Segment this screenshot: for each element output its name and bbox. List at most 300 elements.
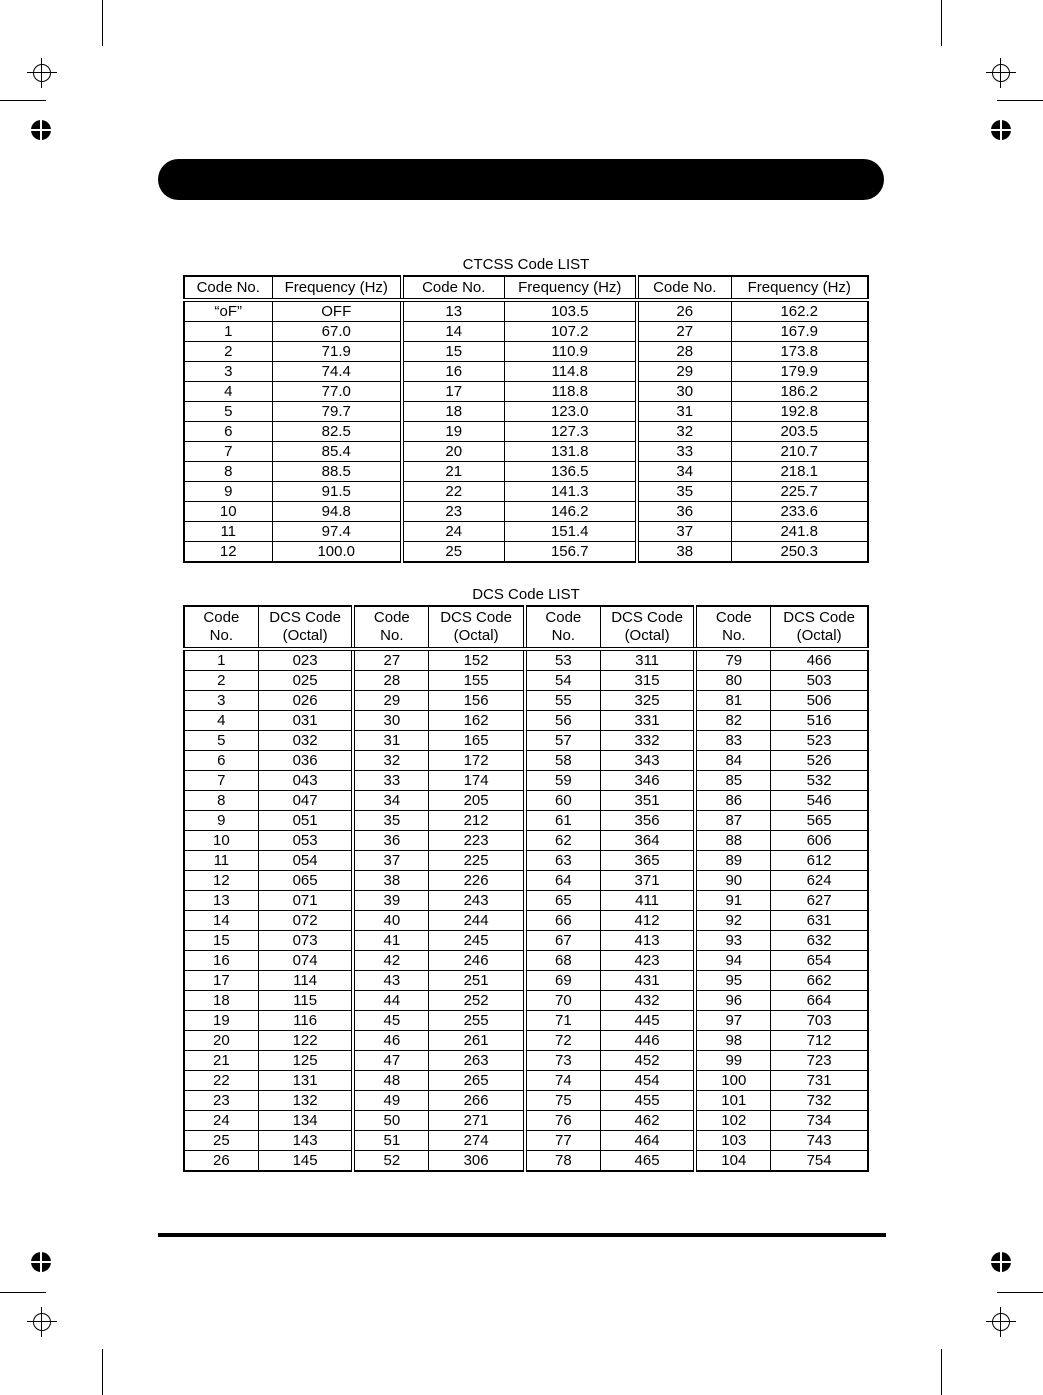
table-row — [184, 482, 868, 502]
table-cell: 57 — [525, 731, 600, 751]
table-row — [184, 422, 868, 442]
table-cell: 67.0 — [272, 322, 402, 342]
table-cell: 88 — [695, 831, 770, 851]
table-cell: 38 — [637, 542, 731, 563]
table-cell: 72 — [525, 1031, 600, 1051]
table-row — [184, 342, 868, 362]
table-cell: 306 — [429, 1151, 525, 1172]
dcs-header-cell — [258, 606, 353, 649]
table-cell: 33 — [637, 442, 731, 462]
registration-dot-icon — [991, 1252, 1011, 1272]
table-cell: 86 — [695, 791, 770, 811]
table-cell: 80 — [695, 671, 770, 691]
table-cell: 136.5 — [504, 462, 637, 482]
ctcss-header-cell: Code No. — [184, 276, 272, 300]
table-cell: 703 — [771, 1011, 868, 1031]
table-cell: 22 — [184, 1071, 258, 1091]
table-cell: 82.5 — [272, 422, 402, 442]
table-row — [184, 442, 868, 462]
table-row — [184, 691, 868, 711]
table-cell: 74 — [525, 1071, 600, 1091]
table-cell: 173.8 — [731, 342, 868, 362]
table-cell: 023 — [258, 649, 353, 671]
table-cell: 79.7 — [272, 402, 402, 422]
table-cell: 34 — [353, 791, 428, 811]
table-cell: 252 — [429, 991, 525, 1011]
table-cell: 10 — [184, 502, 272, 522]
dcs-table-body — [184, 649, 868, 1171]
table-cell: 31 — [637, 402, 731, 422]
table-row — [184, 1011, 868, 1031]
table-cell: 52 — [353, 1151, 428, 1172]
table-cell: 13 — [184, 891, 258, 911]
table-row — [184, 831, 868, 851]
ctcss-header-cell: Code No. — [402, 276, 504, 300]
table-cell: 21 — [184, 1051, 258, 1071]
ctcss-header-row — [184, 276, 868, 300]
table-row — [184, 811, 868, 831]
table-cell: 251 — [429, 971, 525, 991]
table-cell: 141.3 — [504, 482, 637, 502]
table-cell: 413 — [600, 931, 695, 951]
ctcss-header-cell: Frequency (Hz) — [272, 276, 402, 300]
table-cell: 114.8 — [504, 362, 637, 382]
table-cell: 1 — [184, 649, 258, 671]
table-cell: 1 — [184, 322, 272, 342]
table-cell: 25 — [184, 1131, 258, 1151]
table-cell: 12 — [184, 871, 258, 891]
table-cell: 66 — [525, 911, 600, 931]
table-cell: 38 — [353, 871, 428, 891]
dcs-header-cell — [771, 606, 868, 649]
table-cell: 61 — [525, 811, 600, 831]
table-cell: 95 — [695, 971, 770, 991]
table-cell: 27 — [637, 322, 731, 342]
table-cell: 263 — [429, 1051, 525, 1071]
dcs-header-line: Code — [715, 609, 752, 626]
table-cell: 94.8 — [272, 502, 402, 522]
table-cell: 13 — [402, 300, 504, 322]
table-cell: 051 — [258, 811, 353, 831]
table-cell: 123.0 — [504, 402, 637, 422]
table-cell: 4 — [184, 711, 258, 731]
table-cell: 506 — [771, 691, 868, 711]
table-cell: 734 — [771, 1111, 868, 1131]
ctcss-code-table — [183, 275, 869, 563]
table-cell: 612 — [771, 851, 868, 871]
table-cell: 074 — [258, 951, 353, 971]
table-cell: 46 — [353, 1031, 428, 1051]
table-cell: 18 — [402, 402, 504, 422]
table-cell: 89 — [695, 851, 770, 871]
dcs-header-cell — [525, 606, 600, 649]
table-cell: 212 — [429, 811, 525, 831]
table-cell: 167.9 — [731, 322, 868, 342]
table-row — [184, 462, 868, 482]
table-cell: 114 — [258, 971, 353, 991]
table-cell: 51 — [353, 1131, 428, 1151]
crop-mark — [0, 1292, 46, 1293]
table-cell: 445 — [600, 1011, 695, 1031]
table-cell: 523 — [771, 731, 868, 751]
table-cell: 91 — [695, 891, 770, 911]
crop-mark — [102, 0, 103, 46]
table-cell: 054 — [258, 851, 353, 871]
table-cell: 76 — [525, 1111, 600, 1131]
table-cell: 446 — [600, 1031, 695, 1051]
dcs-header-cell — [695, 606, 770, 649]
table-cell: 15 — [184, 931, 258, 951]
table-cell: 731 — [771, 1071, 868, 1091]
crop-mark — [997, 1292, 1043, 1293]
table-cell: 606 — [771, 831, 868, 851]
table-cell: 90 — [695, 871, 770, 891]
table-cell: 79 — [695, 649, 770, 671]
table-row — [184, 931, 868, 951]
table-cell: 41 — [353, 931, 428, 951]
table-row — [184, 502, 868, 522]
table-cell: 28 — [353, 671, 428, 691]
table-row — [184, 731, 868, 751]
table-cell: 67 — [525, 931, 600, 951]
table-cell: 454 — [600, 1071, 695, 1091]
table-cell: 36 — [637, 502, 731, 522]
table-cell: 21 — [402, 462, 504, 482]
table-cell: 35 — [353, 811, 428, 831]
table-cell: 073 — [258, 931, 353, 951]
dcs-code-table — [183, 605, 869, 1172]
table-cell: 315 — [600, 671, 695, 691]
table-cell: 131 — [258, 1071, 353, 1091]
table-cell: 26 — [184, 1151, 258, 1172]
registration-dot-icon — [991, 120, 1011, 140]
table-cell: 3 — [184, 691, 258, 711]
table-row — [184, 300, 868, 322]
table-cell: 32 — [353, 751, 428, 771]
table-cell: 165 — [429, 731, 525, 751]
table-cell: 8 — [184, 462, 272, 482]
table-cell: 146.2 — [504, 502, 637, 522]
table-cell: 036 — [258, 751, 353, 771]
table-cell: 77 — [525, 1131, 600, 1151]
table-cell: 026 — [258, 691, 353, 711]
table-cell: 27 — [353, 649, 428, 671]
table-cell: 455 — [600, 1091, 695, 1111]
table-cell: 225.7 — [731, 482, 868, 502]
table-cell: 71.9 — [272, 342, 402, 362]
table-cell: 69 — [525, 971, 600, 991]
table-cell: 73 — [525, 1051, 600, 1071]
table-cell: 28 — [637, 342, 731, 362]
table-cell: 122 — [258, 1031, 353, 1051]
table-cell: 92 — [695, 911, 770, 931]
table-cell: 48 — [353, 1071, 428, 1091]
table-cell: 743 — [771, 1131, 868, 1151]
crop-mark — [102, 1349, 103, 1395]
dcs-header-line: (Octal) — [282, 627, 328, 644]
table-cell: 174 — [429, 771, 525, 791]
dcs-header-line: (Octal) — [624, 627, 670, 644]
table-cell: 102 — [695, 1111, 770, 1131]
table-cell: 152 — [429, 649, 525, 671]
table-cell: 12 — [184, 542, 272, 563]
table-cell: 218.1 — [731, 462, 868, 482]
table-cell: 101 — [695, 1091, 770, 1111]
table-cell: 072 — [258, 911, 353, 931]
table-cell: 81 — [695, 691, 770, 711]
table-cell: 24 — [184, 1111, 258, 1131]
table-cell: 3 — [184, 362, 272, 382]
table-row — [184, 1151, 868, 1172]
table-cell: 025 — [258, 671, 353, 691]
table-cell: 754 — [771, 1151, 868, 1172]
table-cell: 274 — [429, 1131, 525, 1151]
table-cell: 100 — [695, 1071, 770, 1091]
table-cell: 77.0 — [272, 382, 402, 402]
table-cell: 26 — [637, 300, 731, 322]
table-cell: 432 — [600, 991, 695, 1011]
table-cell: 42 — [353, 951, 428, 971]
table-cell: 245 — [429, 931, 525, 951]
table-cell: 56 — [525, 711, 600, 731]
table-cell: 75 — [525, 1091, 600, 1111]
table-cell: 250.3 — [731, 542, 868, 563]
table-cell: 241.8 — [731, 522, 868, 542]
table-cell: 82 — [695, 711, 770, 731]
table-cell: 462 — [600, 1111, 695, 1131]
table-cell: 33 — [353, 771, 428, 791]
table-cell: 186.2 — [731, 382, 868, 402]
table-cell: 91.5 — [272, 482, 402, 502]
table-cell: 2 — [184, 671, 258, 691]
registration-crosshair-icon — [27, 58, 57, 88]
crop-mark — [0, 100, 46, 101]
table-cell: 2 — [184, 342, 272, 362]
table-cell: 36 — [353, 831, 428, 851]
table-cell: 255 — [429, 1011, 525, 1031]
table-cell: 411 — [600, 891, 695, 911]
table-cell: 466 — [771, 649, 868, 671]
ctcss-header-cell: Code No. — [637, 276, 731, 300]
crop-mark — [941, 1349, 942, 1395]
dcs-header-line: Code — [203, 609, 240, 626]
table-cell: 29 — [353, 691, 428, 711]
dcs-header-cell — [600, 606, 695, 649]
table-cell: 266 — [429, 1091, 525, 1111]
crop-mark — [997, 100, 1043, 101]
table-cell: 125 — [258, 1051, 353, 1071]
crop-mark — [941, 0, 942, 46]
table-cell: 19 — [402, 422, 504, 442]
table-cell: 053 — [258, 831, 353, 851]
table-cell: 032 — [258, 731, 353, 751]
table-cell: 192.8 — [731, 402, 868, 422]
table-row — [184, 402, 868, 422]
table-cell: 7 — [184, 442, 272, 462]
table-cell: 50 — [353, 1111, 428, 1131]
table-cell: 364 — [600, 831, 695, 851]
table-cell: 047 — [258, 791, 353, 811]
table-cell: 19 — [184, 1011, 258, 1031]
ctcss-header-cell: Frequency (Hz) — [731, 276, 868, 300]
dcs-header-line: DCS Code — [269, 609, 341, 626]
table-cell: 65 — [525, 891, 600, 911]
header-bar — [158, 159, 884, 200]
table-cell: 23 — [402, 502, 504, 522]
table-cell: 205 — [429, 791, 525, 811]
table-cell: 88.5 — [272, 462, 402, 482]
table-cell: OFF — [272, 300, 402, 322]
table-cell: 16 — [184, 951, 258, 971]
table-cell: 532 — [771, 771, 868, 791]
table-cell: 29 — [637, 362, 731, 382]
table-cell: 96 — [695, 991, 770, 1011]
dcs-header-line: No. — [380, 627, 404, 644]
table-cell: 17 — [184, 971, 258, 991]
table-cell: 11 — [184, 522, 272, 542]
registration-crosshair-icon — [986, 58, 1016, 88]
table-cell: 223 — [429, 831, 525, 851]
table-cell: 311 — [600, 649, 695, 671]
table-cell: 261 — [429, 1031, 525, 1051]
table-cell: 5 — [184, 402, 272, 422]
table-cell: 63 — [525, 851, 600, 871]
table-cell: 132 — [258, 1091, 353, 1111]
table-cell: 351 — [600, 791, 695, 811]
table-cell: 465 — [600, 1151, 695, 1172]
table-cell: 34 — [637, 462, 731, 482]
dcs-header-cell — [353, 606, 428, 649]
table-row — [184, 991, 868, 1011]
table-cell: 49 — [353, 1091, 428, 1111]
table-cell: 85.4 — [272, 442, 402, 462]
ctcss-header-cell: Frequency (Hz) — [504, 276, 637, 300]
table-row — [184, 711, 868, 731]
table-cell: 162.2 — [731, 300, 868, 322]
table-cell: 16 — [402, 362, 504, 382]
table-cell: 110.9 — [504, 342, 637, 362]
table-cell: 664 — [771, 991, 868, 1011]
table-cell: 225 — [429, 851, 525, 871]
table-cell: 043 — [258, 771, 353, 791]
table-cell: 134 — [258, 1111, 353, 1131]
table-cell: 6 — [184, 422, 272, 442]
table-row — [184, 951, 868, 971]
table-cell: 627 — [771, 891, 868, 911]
table-cell: 9 — [184, 811, 258, 831]
table-cell: 68 — [525, 951, 600, 971]
table-cell: 423 — [600, 951, 695, 971]
table-cell: 74.4 — [272, 362, 402, 382]
table-cell: 210.7 — [731, 442, 868, 462]
table-row — [184, 1051, 868, 1071]
table-cell: 31 — [353, 731, 428, 751]
table-row — [184, 1091, 868, 1111]
table-cell: 325 — [600, 691, 695, 711]
table-cell: 624 — [771, 871, 868, 891]
registration-dot-icon — [31, 1252, 51, 1272]
table-cell: 331 — [600, 711, 695, 731]
table-cell: 526 — [771, 751, 868, 771]
table-cell: 116 — [258, 1011, 353, 1031]
table-cell: 22 — [402, 482, 504, 502]
table-row — [184, 851, 868, 871]
table-cell: 516 — [771, 711, 868, 731]
table-cell: 5 — [184, 731, 258, 751]
table-cell: 71 — [525, 1011, 600, 1031]
table-cell: 356 — [600, 811, 695, 831]
table-cell: 17 — [402, 382, 504, 402]
table-cell: 365 — [600, 851, 695, 871]
dcs-header-line: (Octal) — [796, 627, 842, 644]
dcs-header-cell — [184, 606, 258, 649]
table-row — [184, 1031, 868, 1051]
table-row — [184, 1131, 868, 1151]
table-cell: 631 — [771, 911, 868, 931]
table-cell: 83 — [695, 731, 770, 751]
table-cell: 23 — [184, 1091, 258, 1111]
table-cell: 43 — [353, 971, 428, 991]
table-cell: 20 — [402, 442, 504, 462]
table-cell: 565 — [771, 811, 868, 831]
table-row — [184, 382, 868, 402]
table-cell: 343 — [600, 751, 695, 771]
table-cell: 431 — [600, 971, 695, 991]
table-cell: 37 — [353, 851, 428, 871]
table-cell: 203.5 — [731, 422, 868, 442]
table-cell: 30 — [637, 382, 731, 402]
table-row — [184, 362, 868, 382]
table-cell: 103 — [695, 1131, 770, 1151]
table-row — [184, 911, 868, 931]
table-cell: “oF” — [184, 300, 272, 322]
table-cell: 78 — [525, 1151, 600, 1172]
table-cell: 10 — [184, 831, 258, 851]
table-cell: 151.4 — [504, 522, 637, 542]
table-cell: 103.5 — [504, 300, 637, 322]
table-row — [184, 751, 868, 771]
table-row — [184, 891, 868, 911]
dcs-header-line: DCS Code — [440, 609, 512, 626]
table-cell: 115 — [258, 991, 353, 1011]
table-cell: 7 — [184, 771, 258, 791]
table-cell: 452 — [600, 1051, 695, 1071]
table-cell: 85 — [695, 771, 770, 791]
table-cell: 332 — [600, 731, 695, 751]
table-cell: 031 — [258, 711, 353, 731]
dcs-header-line: DCS Code — [783, 609, 855, 626]
table-cell: 60 — [525, 791, 600, 811]
table-cell: 55 — [525, 691, 600, 711]
dcs-header-line: (Octal) — [453, 627, 499, 644]
table-cell: 145 — [258, 1151, 353, 1172]
table-cell: 97 — [695, 1011, 770, 1031]
table-cell: 11 — [184, 851, 258, 871]
table-row — [184, 1071, 868, 1091]
table-cell: 503 — [771, 671, 868, 691]
table-cell: 464 — [600, 1131, 695, 1151]
table-cell: 244 — [429, 911, 525, 931]
table-cell: 47 — [353, 1051, 428, 1071]
table-cell: 32 — [637, 422, 731, 442]
ctcss-title: CTCSS Code LIST — [462, 256, 590, 273]
table-cell: 54 — [525, 671, 600, 691]
dcs-title: DCS Code LIST — [472, 586, 580, 603]
table-cell: 20 — [184, 1031, 258, 1051]
table-cell: 9 — [184, 482, 272, 502]
table-cell: 179.9 — [731, 362, 868, 382]
table-cell: 4 — [184, 382, 272, 402]
